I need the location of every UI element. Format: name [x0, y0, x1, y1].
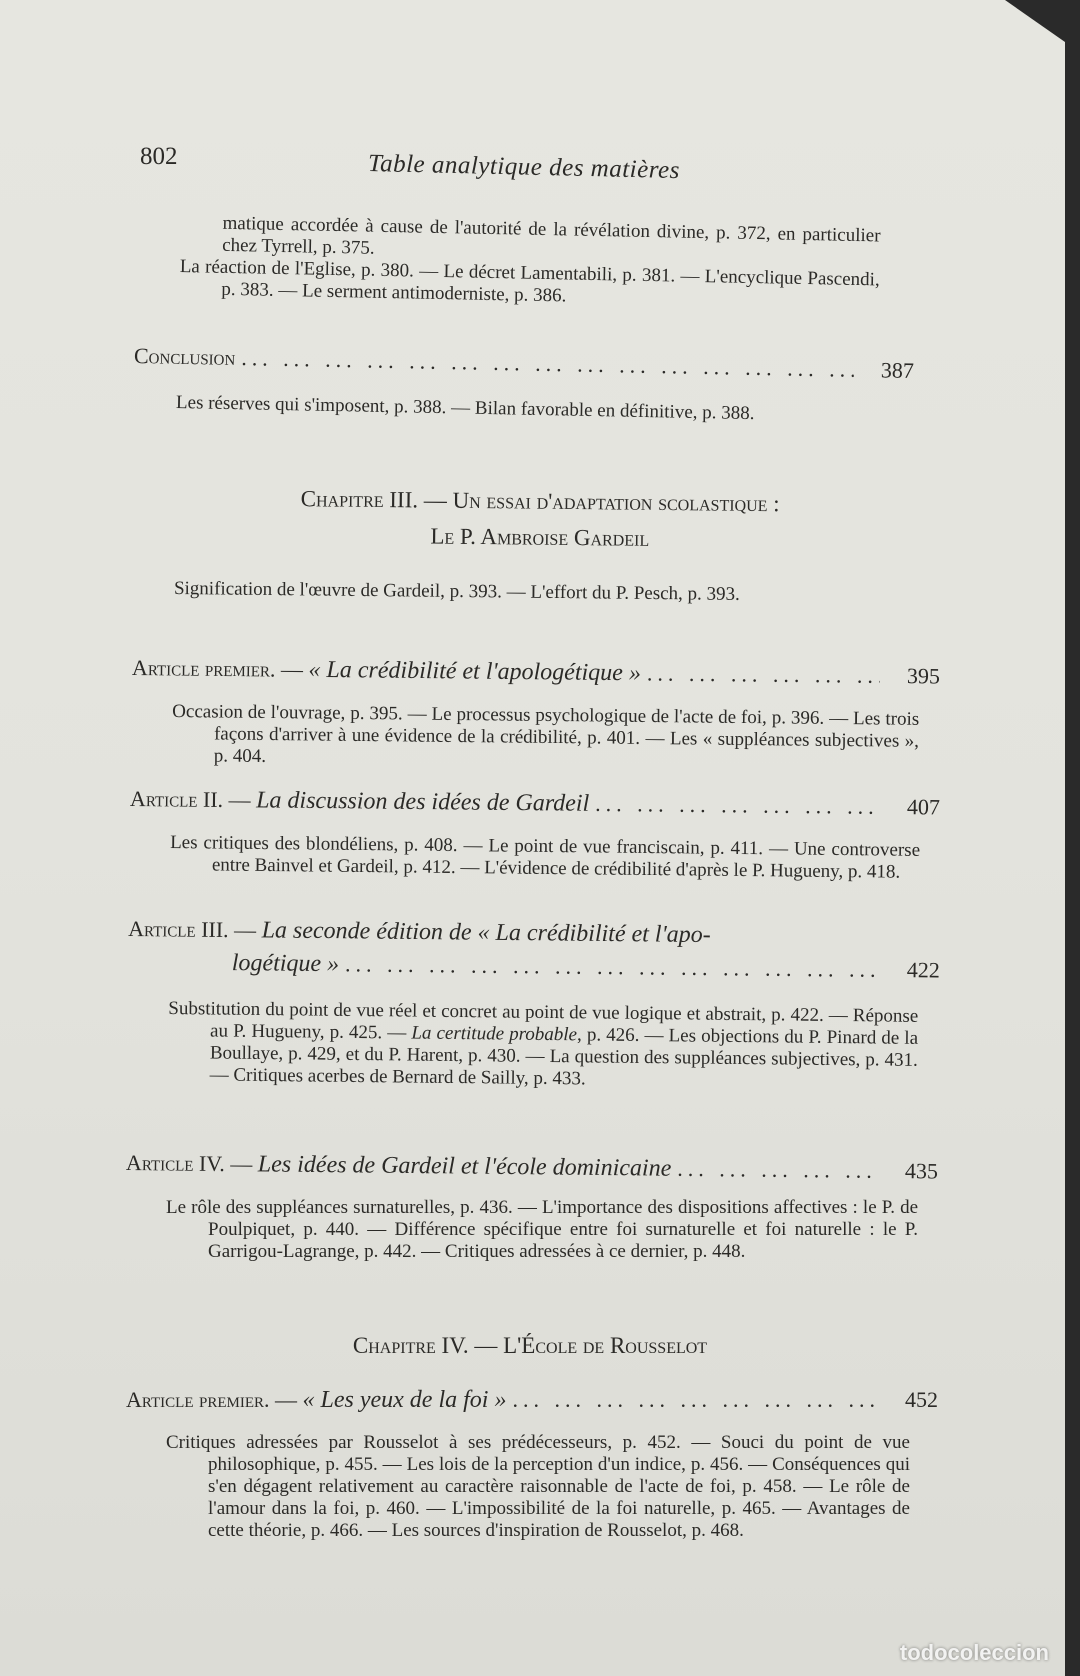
leader-dots — [339, 951, 880, 983]
article-page: 435 — [904, 1158, 939, 1184]
article-entry — [132, 655, 940, 690]
article-entry — [128, 916, 941, 984]
article-title-continued: logétique » — [231, 950, 340, 978]
leader-dots — [506, 1387, 878, 1413]
article-title: « La crédibilité et l'apologétique » — [308, 656, 642, 687]
summary-text: Substitution du point de vue réel et concret au point de vue logique et abstrait, p. 422. — Réponse au P. Hugueny, p. 425. — — [168, 998, 919, 1044]
leader-dots — [671, 1156, 878, 1184]
article-page: 422 — [906, 957, 940, 983]
article-label: Article III. — — [128, 916, 262, 943]
watermark: todocoleccion — [899, 1640, 1049, 1665]
conclusion-summary: Les réserves qui s'imposent, p. 388. — Bilan favorable en définitive, p. 388. — [175, 392, 755, 425]
article-label: Article IV. — — [125, 1150, 258, 1177]
article-page: 452 — [905, 1387, 938, 1412]
fragment-line: matique accordée à cause de l'autorité de la révélation divine, p. 372, en particulier chez Tyrrell, p. 375. — [222, 212, 881, 259]
article-label: Article premier. — — [126, 1387, 303, 1412]
page-corner-shadow — [1005, 0, 1065, 42]
summary-italic: La certitude probable — [411, 1022, 578, 1046]
article-entry — [126, 1150, 938, 1186]
chapter3-line2: Le P. Ambroise Gardeil — [430, 523, 650, 551]
article-summary: Critiques adressées par Rousselot à ses prédécesseurs, p. 452. — Souci du point de vue philosophique, p. 455. — Les lois de la perception d'un indice, p. 456. — Conséquences qui s'en dégagent relativement au caractère raisonnable de l'acte de foi, p. 458. — Le rôle de l'amour dans la foi, p. 460. — L'impossibilité de la foi naturelle, p. 465. — Avantages de cette théorie, p. 466. — Les sources d'inspiration de Rousselot, p. 468. — [166, 1432, 910, 1541]
leader-dots — [589, 791, 880, 820]
page-number: 802 — [140, 143, 178, 170]
article-title: « Les yeux de la foi » — [302, 1387, 507, 1413]
article-title: Les idées de Gardeil et l'école dominicaine — [257, 1151, 672, 1182]
leader-dots — [641, 660, 880, 689]
chapter3-heading — [190, 480, 891, 559]
leader-dots — [235, 345, 854, 383]
chapter4-heading: Chapitre IV. — L'École de Rousselot — [352, 1333, 708, 1358]
conclusion-title: Conclusion — [133, 343, 236, 370]
article-entry — [130, 786, 940, 821]
article-page: 395 — [906, 663, 941, 689]
article-label: Article II. — — [129, 786, 257, 813]
chapter3-line1: Chapitre III. — Un essai d'adaptation scolastique : — [300, 486, 780, 517]
article-label: Article premier. — — [131, 655, 309, 682]
article-page: 407 — [906, 794, 941, 820]
article-entry — [126, 1387, 938, 1414]
summary-text: , p. 426. — Les objections du P. Pinard de la Boullaye, p. 429, et du P. Harent, p. 430. — La question des suppléances subjectives, p. 431. — Critiques acerbes de Bernard de Sailly, p. 433. — [209, 1024, 919, 1090]
conclusion-entry — [134, 343, 914, 384]
article-summary: Occasion de l'ouvrage, p. 395. — Le processus psychologique de l'acte de foi, p. 396. — Les trois façons d'arriver à une évidence de la crédibilité, p. 401. — Les « suppléances subjectives », p. 404. — [172, 701, 920, 767]
article-title: La seconde édition de « La crédibilité et l'apo- — [261, 917, 711, 949]
article-summary: Les critiques des blondéliens, p. 408. — Le point de vue franciscain, p. 411. — Une controverse entre Bainvel et Gardeil, p. 412. — L'évidence de crédibilité d'après le P. Hugueny, p. 418. — [170, 832, 921, 883]
top-fragment — [179, 212, 881, 313]
article-summary — [168, 998, 919, 1094]
running-title: Table analytique des matières — [367, 150, 681, 185]
article-title: La discussion des idées de Gardeil — [256, 787, 590, 817]
conclusion-page: 387 — [880, 357, 915, 383]
chapter3-summary: Signification de l'œuvre de Gardeil, p. 393. — L'effort du P. Pesch, p. 393. — [173, 578, 740, 605]
reaction-paragraph: La réaction de l'Eglise, p. 380. — Le décret Lamentabili, p. 381. — L'encyclique Pascendi, p. 383. — Le serment antimoderniste, p. 386. — [179, 256, 880, 307]
article-summary: Le rôle des suppléances surnaturelles, p. 436. — L'importance des dispositions affectives : le P. de Poulpiquet, p. 440. — Différence spécifique entre foi surnaturelle et foi naturelle : le P. Garrigou-Lagrange, p. 442. — Critiques adressées à ce dernier, p. 448. — [166, 1197, 918, 1262]
